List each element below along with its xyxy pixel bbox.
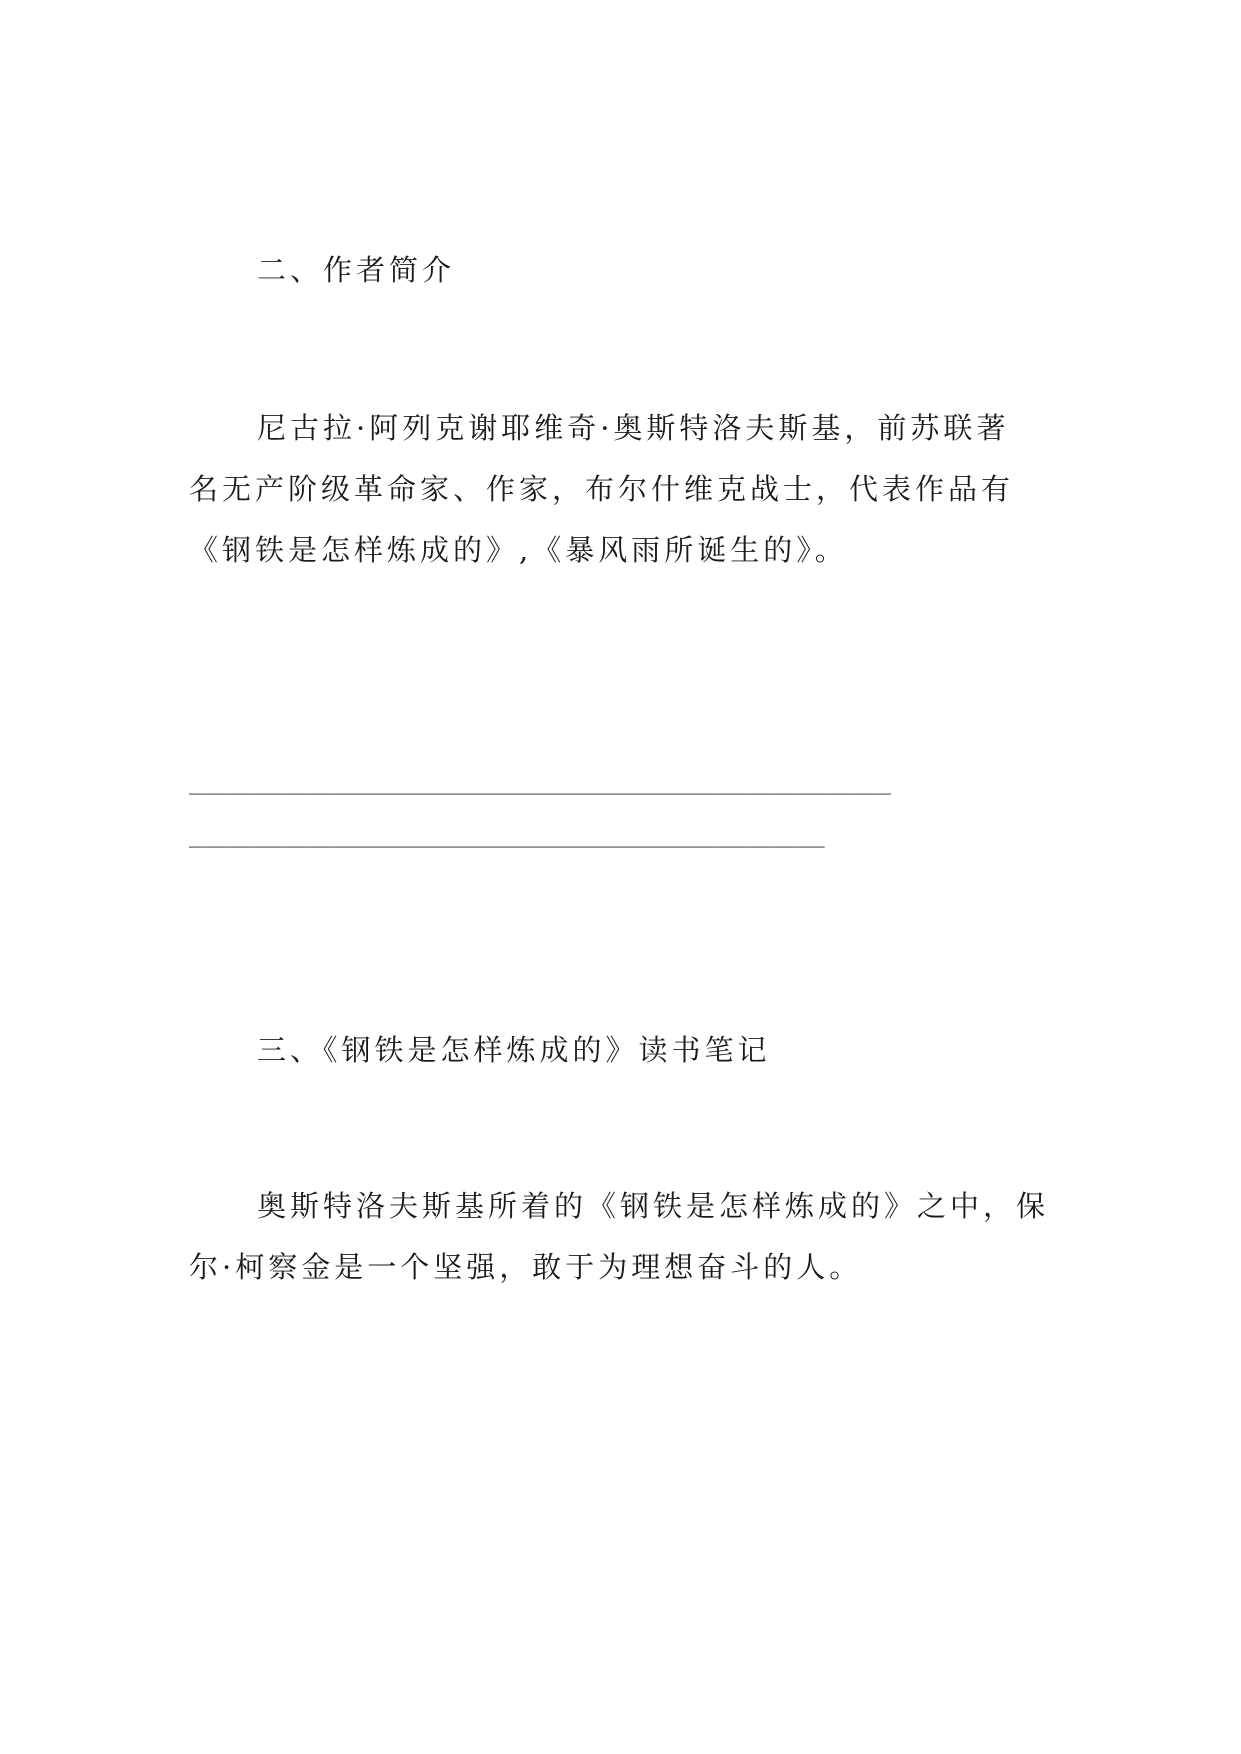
underline-blank-2: ________________________________________________ [189, 823, 825, 848]
section-heading-author-intro: 二、作者简介 [257, 253, 456, 287]
section-heading-reading-notes: 三、《钢铁是怎样炼成的》读书笔记 [257, 1033, 771, 1067]
paragraph-line: 奥斯特洛夫斯基所着的《钢铁是怎样炼成的》之中，保 [257, 1189, 1050, 1223]
paragraph-line: 尼古拉·阿列克谢耶维奇·奥斯特洛夫斯基，前苏联著 [257, 411, 1010, 445]
paragraph-line: 《钢铁是怎样炼成的》,《暴风雨所诞生的》。 [189, 533, 848, 567]
underline-blank-1: _____________________________________________________ [189, 770, 891, 795]
reading-notes-paragraph [189, 1176, 1054, 1298]
paragraph-line: 名无产阶级革命家、作家，布尔什维克战士，代表作品有 [189, 472, 1015, 506]
author-intro-paragraph [189, 398, 1054, 581]
paragraph-line: 尔·柯察金是一个坚强，敢于为理想奋斗的人。 [189, 1250, 863, 1284]
